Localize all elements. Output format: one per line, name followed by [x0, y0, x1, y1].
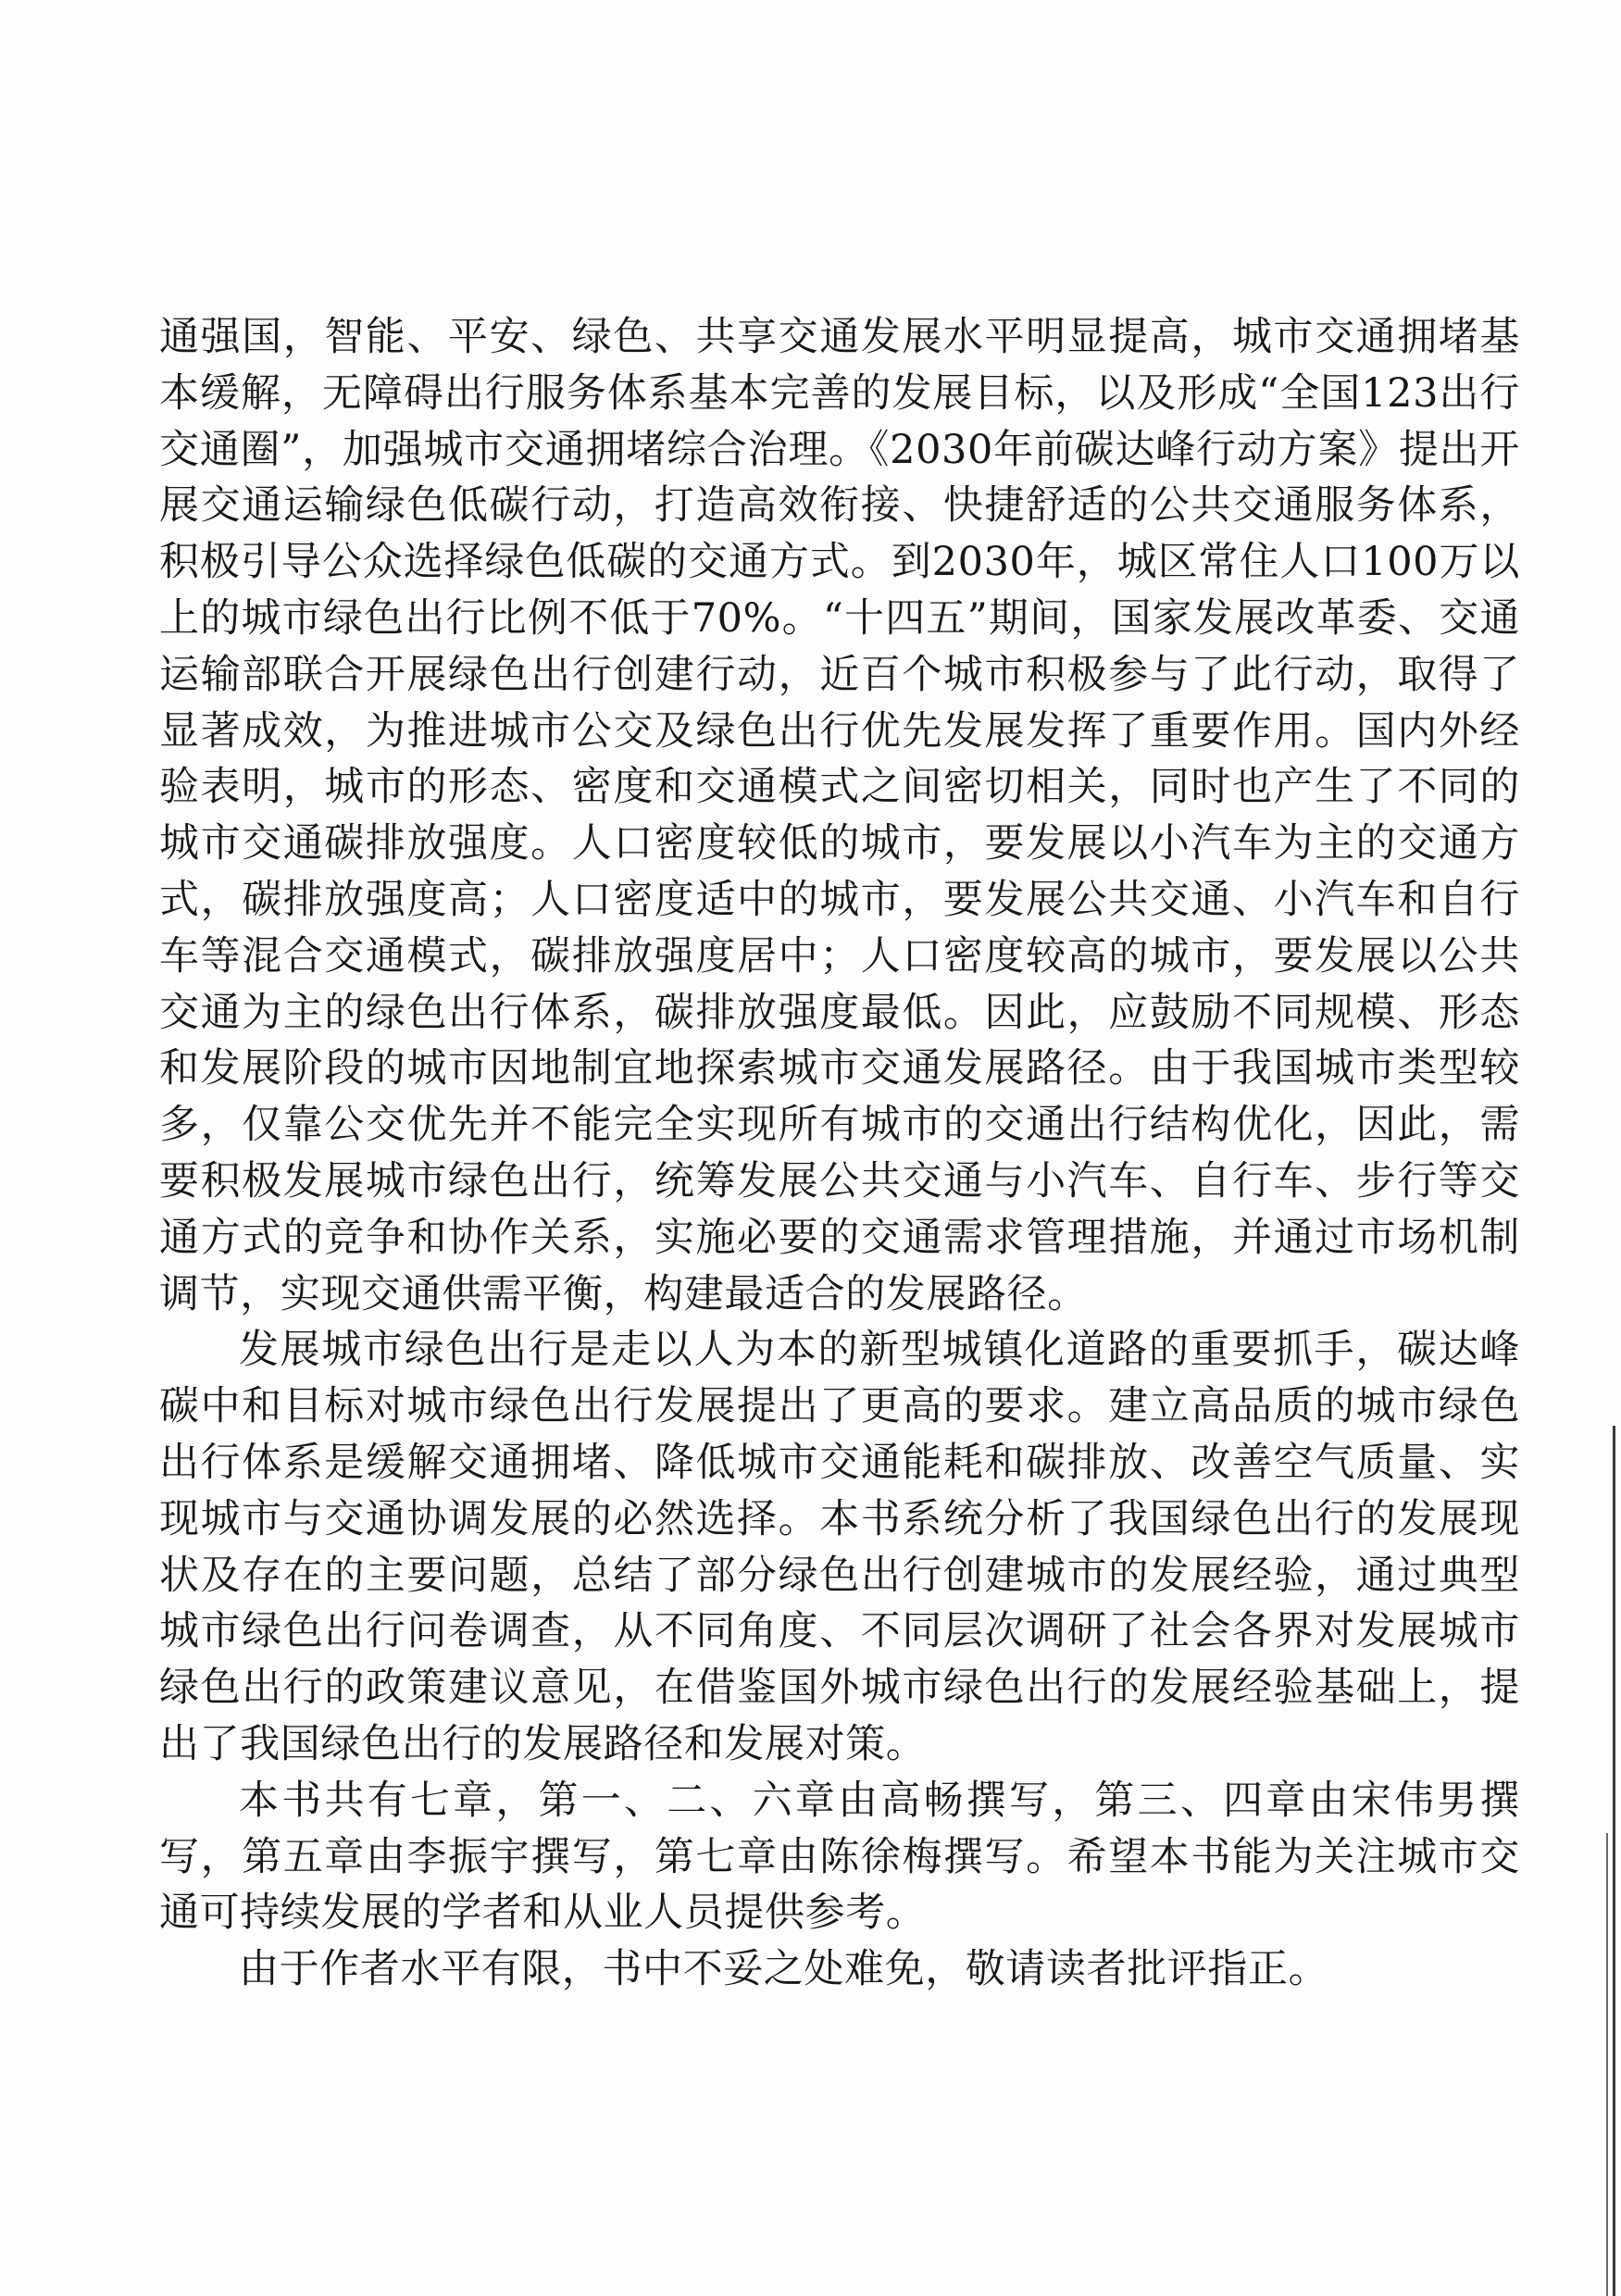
paragraph-1: 通强国，智能、平安、绿色、共享交通发展水平明显提高，城市交通拥堵基本缓解，无障碍出行服务体系基本完善的发展目标，以及形成“全国123出行交通圈”，加强城市交通拥堵综合治理。《2030年前碳达峰行动方案》提出开展交通运输绿色低碳行动，打造高效衔接、快捷舒适的公共交通服务体系，积极引导公众选择绿色低碳的交通方式。到2030年，城区常住人口100万以上的城市绿色出行比例不低于70%。“十四五”期间，国家发展改革委、交通运输部联合开展绿色出行创建行动，近百个城市积极参与了此行动，取得了显著成效，为推进城市公交及绿色出行优先发展发挥了重要作用。国内外经验表明，城市的形态、密度和交通模式之间密切相关，同时也产生了不同的城市交通碳排放强度。人口密度较低的城市，要发展以小汽车为主的交通方式，碳排放强度高；人口密度适中的城市，要发展公共交通、小汽车和自行车等混合交通模式，碳排放强度居中；人口密度较高的城市，要发展以公共交通为主的绿色出行体系，碳排放强度最低。因此，应鼓励不同规模、形态和发展阶段的城市因地制宜地探索城市交通发展路径。由于我国城市类型较多，仅靠公交优先并不能完全实现所有城市的交通出行结构优化，因此，需要积极发展城市绿色出行，统筹发展公共交通与小汽车、自行车、步行等交通方式的竞争和协作关系，实施必要的交通需求管理措施，并通过市场机制调节，实现交通供需平衡，构建最适合的发展路径。	[159, 314, 1520, 1317]
scan-edge-shadow-secondary	[1606, 1833, 1608, 2296]
paragraph-4: 由于作者水平有限，书中不妥之处难免，敬请读者批评指正。	[239, 1946, 1329, 1993]
scan-edge-shadow	[1613, 1426, 1615, 2296]
body-text	[159, 309, 1520, 1998]
paragraph-2: 发展城市绿色出行是走以人为本的新型城镇化道路的重要抓手，碳达峰碳中和目标对城市绿色出行发展提出了更高的要求。建立高品质的城市绿色出行体系是缓解交通拥堵、降低城市交通能耗和碳排放、改善空气质量、实现城市与交通协调发展的必然选择。本书系统分析了我国绿色出行的发展现状及存在的主要问题，总结了部分绿色出行创建城市的发展经验，通过典型城市绿色出行问卷调查，从不同角度、不同层次调研了社会各界对发展城市绿色出行的政策建议意见，在借鉴国外城市绿色出行的发展经验基础上，提出了我国绿色出行的发展路径和发展对策。	[159, 1327, 1520, 1767]
paragraph-3: 本书共有七章，第一、二、六章由高畅撰写，第三、四章由宋伟男撰写，第五章由李振宇撰写，第七章由陈徐梅撰写。希望本书能为关注城市交通可持续发展的学者和从业人员提供参考。	[159, 1777, 1520, 1937]
